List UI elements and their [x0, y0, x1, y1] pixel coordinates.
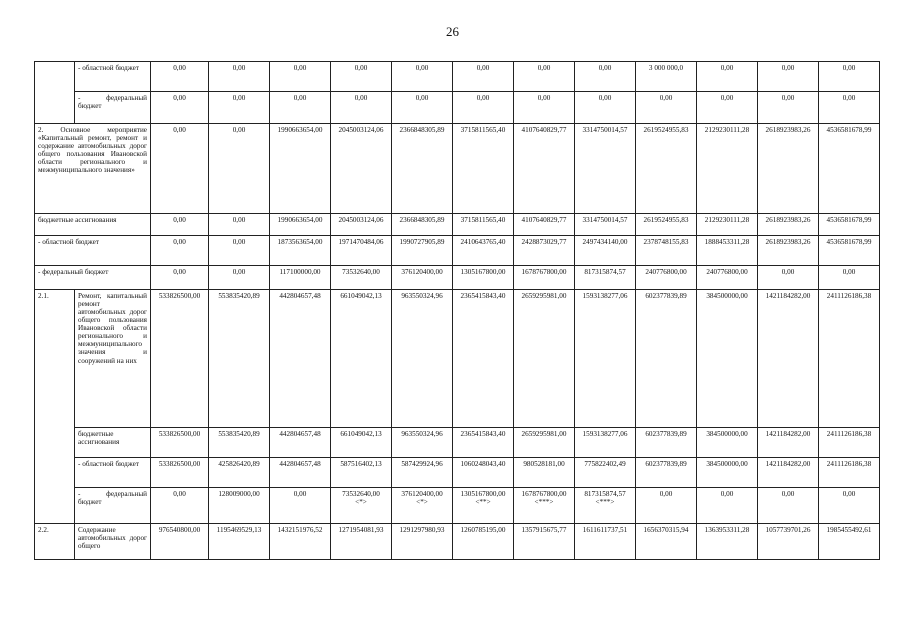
- value-cell: 1971470484,06: [331, 236, 392, 266]
- value-cell: 1421184282,00: [758, 428, 819, 458]
- value-cell: 602377839,89: [636, 458, 697, 488]
- row-label: бюджетные ассигнования: [75, 428, 151, 458]
- value-cell: 1990663654,00: [270, 124, 331, 214]
- footnote-marker: <*>: [355, 498, 367, 507]
- value-cell: 0,00: [209, 266, 270, 290]
- value-text: 1305167800,00: [460, 490, 506, 498]
- footnote-marker: <**>: [475, 498, 491, 507]
- value-cell: 2365415843,40: [453, 428, 514, 458]
- value-cell: 240776800,00: [697, 266, 758, 290]
- value-cell: 533826500,00: [151, 290, 209, 428]
- value-cell: 0,00: [697, 62, 758, 92]
- value-cell: 0,00: [758, 266, 819, 290]
- table-row: [35, 266, 880, 290]
- value-cell: 2618923983,26: [758, 124, 819, 214]
- value-cell: 0,00: [392, 92, 453, 124]
- value-cell: 2378748155,83: [636, 236, 697, 266]
- value-cell: 3 000 000,0: [636, 62, 697, 92]
- value-cell: 0,00: [575, 62, 636, 92]
- row-label: - федеральный бюджет: [75, 488, 151, 524]
- row-label: - областной бюджет: [35, 236, 151, 266]
- value-cell: 533826500,00: [151, 458, 209, 488]
- value-cell: 0,00: [758, 62, 819, 92]
- value-cell: [331, 488, 392, 524]
- value-text: 817315874,57: [584, 490, 626, 498]
- value-cell: 384500000,00: [697, 458, 758, 488]
- value-cell: 4107640829,77: [514, 124, 575, 214]
- budget-table: [34, 61, 880, 560]
- table-row: [35, 92, 880, 124]
- value-cell: 980528181,00: [514, 458, 575, 488]
- value-cell: 1678767800,00: [514, 266, 575, 290]
- value-cell: 73532640,00: [331, 266, 392, 290]
- value-cell: 442804657,48: [270, 458, 331, 488]
- value-cell: 0,00: [151, 62, 209, 92]
- value-cell: 425826420,89: [209, 458, 270, 488]
- value-cell: 2366848305,89: [392, 124, 453, 214]
- value-cell: 0,00: [151, 214, 209, 236]
- value-cell: 602377839,89: [636, 290, 697, 428]
- value-cell: 0,00: [331, 92, 392, 124]
- value-cell: 1271954081,93: [331, 524, 392, 560]
- value-cell: 0,00: [636, 488, 697, 524]
- value-cell: 2129230111,28: [697, 214, 758, 236]
- value-cell: 2129230111,28: [697, 124, 758, 214]
- value-cell: 0,00: [209, 124, 270, 214]
- footnote-marker: <***>: [534, 498, 554, 507]
- value-text: 73532640,00: [342, 490, 380, 498]
- value-cell: 0,00: [151, 488, 209, 524]
- row-code: 2.2.: [35, 524, 75, 560]
- table-row: [35, 236, 880, 266]
- value-cell: 775822402,49: [575, 458, 636, 488]
- value-cell: 384500000,00: [697, 428, 758, 458]
- value-cell: 4536581678,99: [819, 124, 880, 214]
- value-cell: 442804657,48: [270, 428, 331, 458]
- value-cell: 4536581678,99: [819, 214, 880, 236]
- value-cell: 1432151976,52: [270, 524, 331, 560]
- value-cell: 0,00: [697, 92, 758, 124]
- value-cell: 1260785195,00: [453, 524, 514, 560]
- value-cell: 2411126186,38: [819, 458, 880, 488]
- row-label: - областной бюджет: [75, 458, 151, 488]
- table-row: [35, 62, 880, 92]
- table-row: [35, 524, 880, 560]
- value-cell: 4107640829,77: [514, 214, 575, 236]
- value-cell: 1421184282,00: [758, 290, 819, 428]
- value-cell: 1593138277,06: [575, 428, 636, 458]
- value-cell: 1593138277,06: [575, 290, 636, 428]
- row-label: - федеральный бюджет: [35, 266, 151, 290]
- value-cell: 376120400,00: [392, 266, 453, 290]
- value-cell: 533826500,00: [151, 428, 209, 458]
- value-cell: 1985455492,61: [819, 524, 880, 560]
- value-cell: 0,00: [636, 92, 697, 124]
- value-cell: 602377839,89: [636, 428, 697, 458]
- value-cell: 1421184282,00: [758, 458, 819, 488]
- value-cell: 0,00: [209, 92, 270, 124]
- value-cell: 3715811565,40: [453, 124, 514, 214]
- value-cell: 1305167800,00: [453, 266, 514, 290]
- value-cell: 0,00: [151, 124, 209, 214]
- table-row: [35, 214, 880, 236]
- value-cell: 963550324,96: [392, 290, 453, 428]
- value-cell: 0,00: [819, 266, 880, 290]
- value-cell: [392, 488, 453, 524]
- value-cell: 1363953311,28: [697, 524, 758, 560]
- value-cell: [575, 488, 636, 524]
- value-cell: 1888453311,28: [697, 236, 758, 266]
- value-cell: 2618923983,26: [758, 214, 819, 236]
- value-cell: 2618923983,26: [758, 236, 819, 266]
- value-cell: 3715811565,40: [453, 214, 514, 236]
- value-cell: 442804657,48: [270, 290, 331, 428]
- value-cell: 1656370315,94: [636, 524, 697, 560]
- value-cell: 0,00: [209, 62, 270, 92]
- table-row: [35, 290, 880, 428]
- value-cell: 1357915675,77: [514, 524, 575, 560]
- value-cell: 553835420,89: [209, 428, 270, 458]
- value-cell: 1990727905,89: [392, 236, 453, 266]
- value-cell: 2366848305,89: [392, 214, 453, 236]
- value-cell: 2365415843,40: [453, 290, 514, 428]
- value-cell: 0,00: [819, 62, 880, 92]
- row-label: - областной бюджет: [75, 62, 151, 92]
- row-label: - федеральный бюджет: [75, 92, 151, 124]
- value-cell: 0,00: [151, 266, 209, 290]
- value-cell: 0,00: [697, 488, 758, 524]
- value-cell: 0,00: [575, 92, 636, 124]
- value-cell: 2659295981,00: [514, 290, 575, 428]
- value-cell: 0,00: [514, 62, 575, 92]
- value-cell: 2411126186,38: [819, 290, 880, 428]
- value-cell: 1291297980,93: [392, 524, 453, 560]
- row-label: Содержание автомобильных дорог общего: [75, 524, 151, 560]
- value-text: 1678767800,00: [521, 490, 567, 498]
- value-cell: 384500000,00: [697, 290, 758, 428]
- value-cell: 0,00: [270, 92, 331, 124]
- value-text: 376120400,00: [401, 490, 443, 498]
- code-cell: [35, 62, 75, 124]
- value-cell: 1990663654,00: [270, 214, 331, 236]
- value-cell: 2659295981,00: [514, 428, 575, 458]
- footnote-marker: <*>: [416, 498, 428, 507]
- value-cell: 817315874,57: [575, 266, 636, 290]
- value-cell: 553835420,89: [209, 290, 270, 428]
- value-cell: 661049042,13: [331, 290, 392, 428]
- value-cell: 128009000,00: [209, 488, 270, 524]
- value-cell: 976540800,00: [151, 524, 209, 560]
- value-cell: 4536581678,99: [819, 236, 880, 266]
- value-cell: 587429924,96: [392, 458, 453, 488]
- value-cell: 3314750014,57: [575, 214, 636, 236]
- value-cell: 0,00: [453, 92, 514, 124]
- row-label: Ремонт, капитальный ремонт автомобильных дорог общего пользования Ивановской области регионального и межмуниципального значения и сооружений на них: [75, 290, 151, 428]
- value-cell: 2410643765,40: [453, 236, 514, 266]
- footnote-marker: <***>: [595, 498, 615, 507]
- value-cell: 2428873029,77: [514, 236, 575, 266]
- value-cell: 2411126186,38: [819, 428, 880, 458]
- value-cell: 2045003124,06: [331, 214, 392, 236]
- value-cell: 0,00: [151, 236, 209, 266]
- value-cell: 1195469529,13: [209, 524, 270, 560]
- table-row: [35, 488, 880, 524]
- value-cell: 0,00: [270, 62, 331, 92]
- value-cell: 2045003124,06: [331, 124, 392, 214]
- row-label: бюджетные ассигнования: [35, 214, 151, 236]
- value-cell: 1611611737,51: [575, 524, 636, 560]
- table-row: [35, 458, 880, 488]
- value-cell: 0,00: [758, 488, 819, 524]
- value-cell: 0,00: [331, 62, 392, 92]
- value-cell: 1057739701,26: [758, 524, 819, 560]
- row-code: 2.1.: [35, 290, 75, 524]
- value-cell: 2497434140,00: [575, 236, 636, 266]
- value-cell: 3314750014,57: [575, 124, 636, 214]
- value-cell: 0,00: [392, 62, 453, 92]
- value-cell: 2619524955,83: [636, 214, 697, 236]
- value-cell: 0,00: [270, 488, 331, 524]
- value-cell: 117100000,00: [270, 266, 331, 290]
- value-cell: 0,00: [151, 92, 209, 124]
- value-cell: 0,00: [453, 62, 514, 92]
- value-cell: 0,00: [209, 214, 270, 236]
- value-cell: 587516402,13: [331, 458, 392, 488]
- value-cell: 0,00: [758, 92, 819, 124]
- value-cell: 0,00: [819, 488, 880, 524]
- page-number: 26: [446, 24, 459, 39]
- value-cell: 0,00: [819, 92, 880, 124]
- value-cell: 0,00: [209, 236, 270, 266]
- value-cell: 661049042,13: [331, 428, 392, 458]
- value-cell: 1873563654,00: [270, 236, 331, 266]
- value-cell: [453, 488, 514, 524]
- value-cell: 1060248043,40: [453, 458, 514, 488]
- value-cell: 240776800,00: [636, 266, 697, 290]
- table-row: [35, 428, 880, 458]
- row-label: 2. Основное мероприятие «Капитальный ремонт, ремонт и содержание автомобильных дорог общего пользования Ивановской области регионального и межмуниципального значения»: [35, 124, 151, 214]
- value-cell: 2619524955,83: [636, 124, 697, 214]
- value-cell: 963550324,96: [392, 428, 453, 458]
- value-cell: 0,00: [514, 92, 575, 124]
- table-row: [35, 124, 880, 214]
- value-cell: [514, 488, 575, 524]
